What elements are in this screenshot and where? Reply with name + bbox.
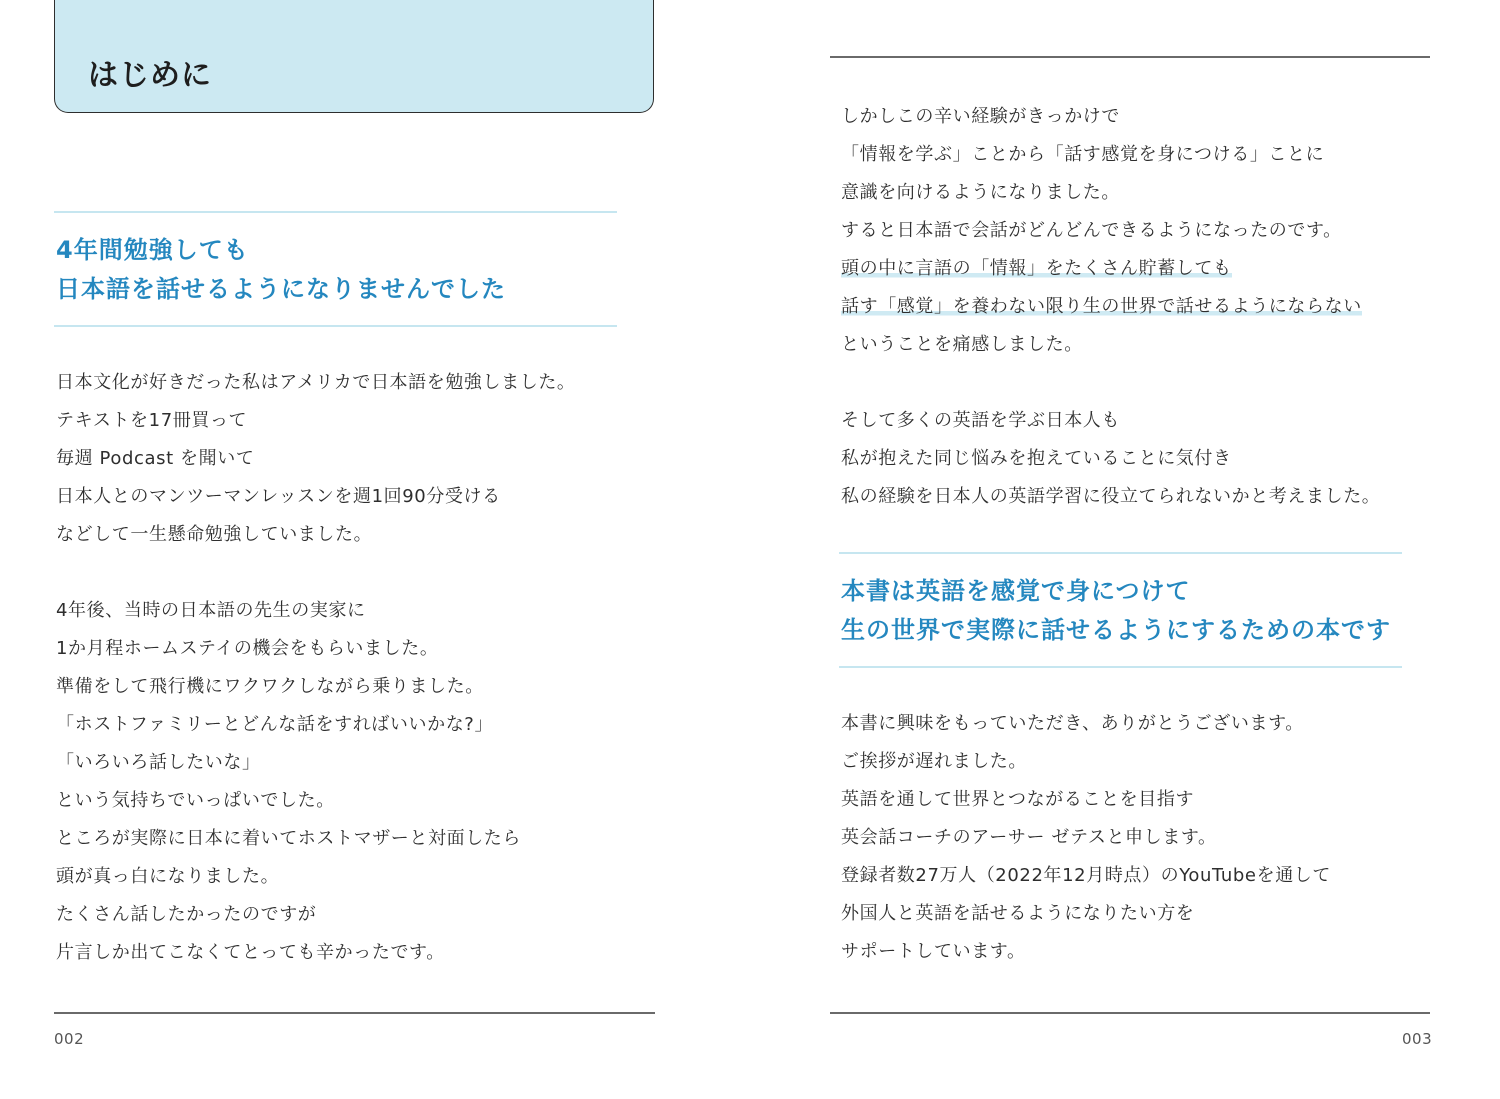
text-line: 英語を通して世界とつながることを目指す (841, 789, 1195, 810)
text-line: しかしこの辛い経験がきっかけで (841, 106, 1120, 127)
text-line: 私が抱えた同じ悩みを抱えていることに気付き (841, 448, 1232, 469)
heading-line: 日本語を話せるようになりませんでした (56, 275, 506, 303)
text-line: ご挨拶が遅れました。 (841, 751, 1027, 772)
heading-top-rule (839, 552, 1402, 554)
text-line: 片言しか出てこなくてとっても辛かったです。 (56, 942, 445, 963)
text-line: 「いろいろ話したいな」 (56, 752, 261, 773)
text-line: すると日本語で会話がどんどんできるようになったのです。 (841, 220, 1342, 241)
body-text-right-2 (841, 705, 1331, 971)
heading-line: 生の世界で実際に話せるようにするための本です (841, 616, 1391, 644)
text-line: たくさん話したかったのですが (56, 904, 317, 925)
footer-rule (54, 1012, 655, 1014)
heading-top-rule (54, 211, 617, 213)
chapter-title: はじめに (88, 58, 212, 93)
text-line: 意識を向けるようになりました。 (841, 182, 1120, 203)
page-number-left: 002 (54, 1030, 85, 1048)
body-text-left (56, 364, 576, 972)
section-heading-left (56, 231, 506, 309)
text-line: 4年後、当時の日本語の先生の実家に (56, 600, 366, 621)
section-heading-right (841, 572, 1391, 650)
heading-bottom-rule (54, 325, 617, 327)
text-line: ところが実際に日本に着いてホストマザーと対面したら (56, 828, 521, 849)
heading-bottom-rule (839, 666, 1402, 668)
text-line: 本書に興味をもっていただき、ありがとうございます。 (841, 713, 1304, 734)
text-line: 「情報を学ぶ」ことから「話す感覚を身につける」ことに (841, 144, 1325, 165)
header-rule (830, 56, 1430, 58)
text-line: 登録者数27万人（2022年12月時点）のYouTubeを通して (841, 865, 1332, 886)
body-text-right-1 (841, 98, 1380, 516)
heading-line: 4年間勉強しても (56, 236, 249, 264)
text-line: ということを痛感しました。 (841, 334, 1083, 355)
chapter-title-box (54, 0, 654, 113)
text-line: 日本文化が好きだった私はアメリカで日本語を勉強しました。 (56, 372, 576, 393)
text-line: 毎週 Podcast を聞いて (56, 448, 255, 469)
right-page (750, 0, 1500, 1099)
heading-line: 本書は英語を感覚で身につけて (841, 577, 1191, 605)
text-line: 1か月程ホームステイの機会をもらいました。 (56, 638, 439, 659)
text-line: そして多くの英語を学ぶ日本人も (841, 410, 1120, 431)
text-line: 英会話コーチのアーサー ゼテスと申します。 (841, 827, 1217, 848)
text-line: テキストを17冊買って (56, 410, 248, 431)
text-line: サポートしています。 (841, 941, 1026, 962)
footer-rule (830, 1012, 1430, 1014)
text-line: 「ホストファミリーとどんな話をすればいいかな?」 (56, 714, 494, 735)
text-line: 私の経験を日本人の英語学習に役立てられないかと考えました。 (841, 486, 1381, 507)
text-line: などして一生懸命勉強していました。 (56, 524, 373, 545)
text-line: 頭が真っ白になりました。 (56, 866, 280, 887)
text-line: という気持ちでいっぱいでした。 (56, 790, 335, 811)
text-line: 外国人と英語を話せるようになりたい方を (841, 903, 1195, 924)
highlighted-text: 話す「感覚」を養わない限り生の世界で話せるようにならない (841, 296, 1362, 317)
highlighted-text: 頭の中に言語の「情報」をたくさん貯蓄しても (841, 258, 1232, 279)
text-line: 日本人とのマンツーマンレッスンを週1回90分受ける (56, 486, 501, 507)
text-line: 準備をして飛行機にワクワクしながら乗りました。 (56, 676, 484, 697)
page-number-right: 003 (1402, 1030, 1433, 1048)
